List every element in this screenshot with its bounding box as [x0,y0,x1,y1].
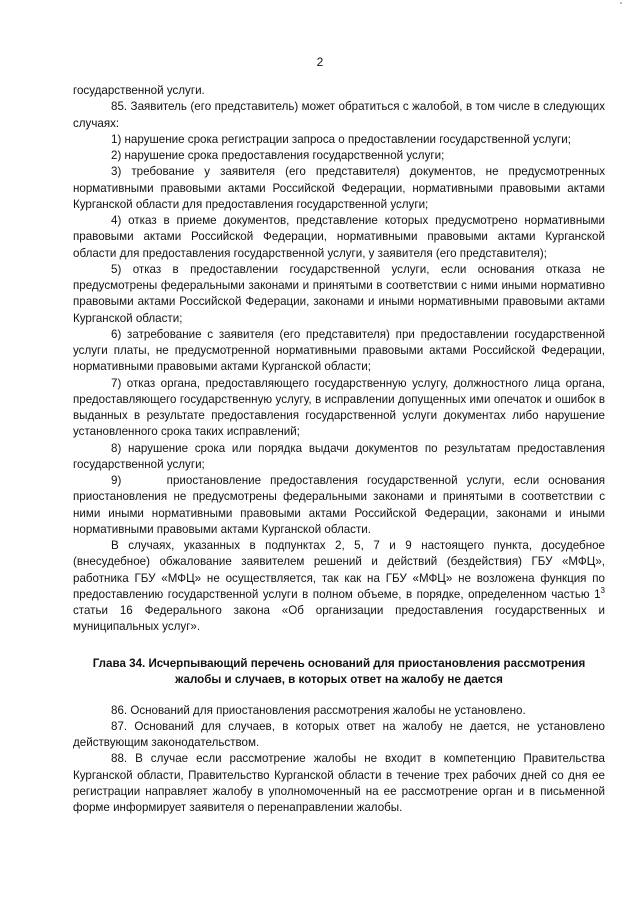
document-body [73,83,609,816]
paragraph-cases-text: В случаях, указанных в подпунктах 2, 5, 7 и 9 настоящего пункта, досудебное (внесудебное) обжалование заявителем решений и действий (бездействия) ГБУ «МФЦ», работника ГБУ «МФЦ» не осуществляется, так как на ГБУ «МФЦ» не возложена функция по предоставлению государственной услуги в полном объеме, в порядке, определенном частью 1 [73,539,605,601]
list-item-2: 2) нарушение срока предоставления государственной услуги; [111,149,445,162]
list-item-4: 4) отказ в приеме документов, представление которых предусмотрено нормативными правовыми актами Российской Федерации, нормативными правовыми актами Курганской области для предоставления государственной услуги, у заявителя (его представителя); [73,214,605,260]
list-item-1: 1) нарушение срока регистрации запроса о предоставлении государственной услуги; [111,132,571,146]
list-item-8: 8) нарушение срока или порядка выдачи документов по результатам предоставления государственной услуги; [73,441,605,471]
paragraph-cases-text-end: статьи 16 Федерального закона «Об организации предоставления государственных и муниципальных услуг». [73,604,605,634]
list-item-6: 6) затребование с заявителя (его представителя) при предоставлении государственной услуги платы, не предусмотренной нормативными правовыми актами Российской Федерации, нормативными правовыми актами Курганской области; [73,327,605,374]
paragraph-86: 86. Оснований для приостановления рассмотрения жалобы не установлено. [111,703,526,717]
paragraph-cases [73,538,605,636]
list-item-9: 9) приостановление предоставления государственной услуги, если основания приостановления не предусмотрены федеральными законами и принятыми в соответствии с ними иными нормативными правовыми актами Российской Федерации, законами и иными нормативными правовыми актами Курганской области. [73,474,609,536]
paragraph-87: 87. Оснований для случаев, в которых ответ на жалобу не дается, не установлено действующим законодательством. [73,719,605,749]
chapter-heading: Глава 34. Исчерпывающий перечень оснований для приостановления рассмотрения жалобы и случаев, в которых ответ на жалобу не дается [92,656,586,686]
list-item-5: 5) отказ в предоставлении государственной услуги, если основания отказа не предусмотрены федеральными законами и принятыми в соответствии с ними иными нормативно правовыми актами Российской Федерации, законами и иными нормативными правовыми актами Курганской области; [73,262,605,325]
list-item-3: 3) требование у заявителя (его представителя) документов, не предусмотренных нормативными правовыми актами Российской Федерации, нормативными правовыми актами Курганской области для предоставления государственной услуги; [73,165,605,211]
page-number: 2 [316,55,324,69]
paragraph: государственной услуги. [73,84,205,97]
paragraph-88: 88. В случае если рассмотрение жалобы не входит в компетенцию Правительства Курганской области, Правительство Курганской области в течение трех рабочих дней со дня ее регистрации направляет жалобу в уполномоченный на ее рассмотрение орган и в письменной форме информирует заявителя о перенаправлении жалобы. [73,752,605,814]
list-item-7: 7) отказ органа, предоставляющего государственную услугу, должностного лица органа, предоставляющего государственную услугу, в исправлении допущенных ими опечаток и ошибок в выданных в результате предоставления государственной услуги документах либо нарушение установленного срока таких исправлений; [73,376,605,439]
paragraph-85: 85. Заявитель (его представитель) может обратиться с жалобой, в том числе в следующих случаях: [73,100,605,130]
scan-speck [620,2,622,4]
superscript: 3 [600,585,605,595]
